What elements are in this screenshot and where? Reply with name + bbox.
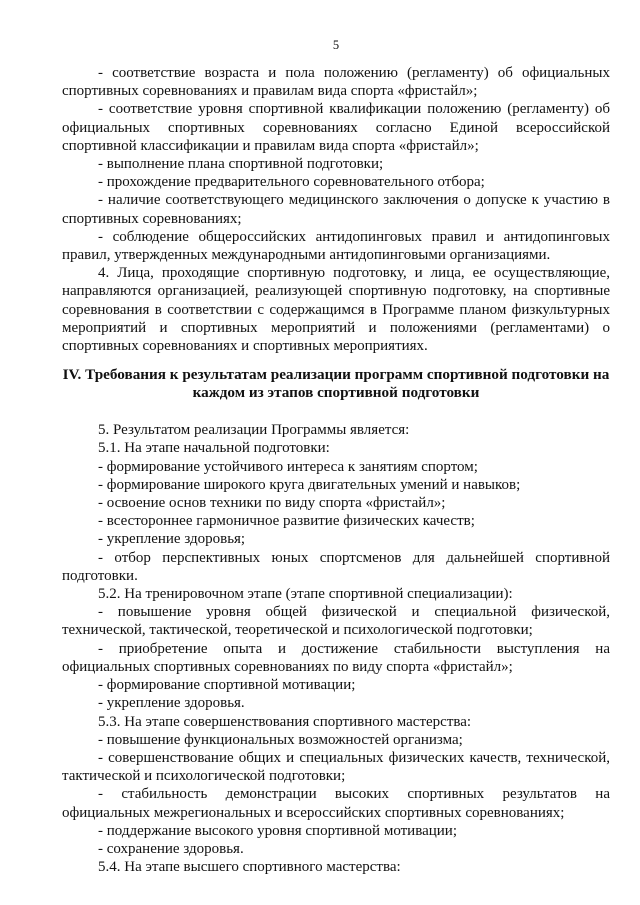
list-item: - отбор перспективных юных спортсменов для дальнейшей спортивной подготовки. xyxy=(62,549,610,584)
paragraph-item-5-4: 5.4. На этапе высшего спортивного мастерства: xyxy=(98,859,401,876)
list-item: - формирование широкого круга двигательных умений и навыков; xyxy=(98,476,521,493)
list-item: - освоение основ техники по виду спорта «фристайл»; xyxy=(98,495,446,512)
section-heading: IV. Требования к результатам реализации программ спортивной подготовки на каждом из этапов спортивной подготовки xyxy=(62,366,610,402)
list-item: - сохранение здоровья. xyxy=(98,840,244,857)
list-item: - повышение уровня общей физической и специальной физической, технической, тактической, теоретической и психологической подготовки; xyxy=(62,604,610,639)
list-item: - совершенствование общих и специальных физических качеств, технической, тактической и психологической подготовки; xyxy=(62,749,610,785)
page-number: 5 xyxy=(332,38,340,52)
paragraph-age-gender: - соответствие возраста и пола положению (регламенту) об официальных спортивных соревнованиях и правилам вида спорта «фристайл»; xyxy=(62,65,610,100)
document-body xyxy=(62,64,610,876)
paragraph-item-5-1: 5.1. На этапе начальной подготовки: xyxy=(98,440,330,457)
list-item: - всестороннее гармоничное развитие физических качеств; xyxy=(98,513,475,530)
list-item: - стабильность демонстрации высоких спортивных результатов на официальных межрегиональных и всероссийских спортивных соревнованиях; xyxy=(62,786,610,821)
list-item: - поддержание высокого уровня спортивной мотивации; xyxy=(98,822,458,839)
paragraph-training-plan: - выполнение плана спортивной подготовки; xyxy=(98,156,384,173)
paragraph-qualification: - соответствие уровня спортивной квалификации положению (регламенту) об официальных спортивных соревнованиях согласно Единой всероссийской спортивной классификации и правилам вида спорта «фристайл»; xyxy=(62,101,610,154)
paragraph-item-5: 5. Результатом реализации Программы является: xyxy=(98,422,410,439)
paragraph-item-5-2: 5.2. На тренировочном этапе (этапе спортивной специализации): xyxy=(98,586,513,603)
list-item: - формирование устойчивого интереса к занятиям спортом; xyxy=(98,458,478,475)
paragraph-item-4: 4. Лица, проходящие спортивную подготовку, и лица, ее осуществляющие, направляются организацией, реализующей спортивную подготовку, на спортивные соревнования в соответствии с содержащимся в Программе планом физкультурных мероприятий и спортивных мероприятий и положениями (регламентами) о спортивных соревнованиях и спортивных мероприятиях. xyxy=(62,265,610,355)
list-item: - приобретение опыта и достижение стабильности выступления на официальных спортивных соревнованиях по виду спорта «фристайл»; xyxy=(62,640,610,675)
paragraph-medical-certificate: - наличие соответствующего медицинского заключения о допуске к участию в спортивных соревнованиях; xyxy=(62,192,610,227)
paragraph-preliminary-selection: - прохождение предварительного соревновательного отбора; xyxy=(98,174,485,191)
list-item: - повышение функциональных возможностей организма; xyxy=(98,731,463,748)
list-item: - укрепление здоровья. xyxy=(98,695,245,712)
paragraph-antidoping: - соблюдение общероссийских антидопинговых правил и антидопинговых правил, утвержденных международными антидопинговыми организациями. xyxy=(62,228,610,264)
list-item: - укрепление здоровья; xyxy=(98,531,246,548)
list-item: - формирование спортивной мотивации; xyxy=(98,677,356,694)
paragraph-item-5-3: 5.3. На этапе совершенствования спортивного мастерства: xyxy=(98,713,472,730)
